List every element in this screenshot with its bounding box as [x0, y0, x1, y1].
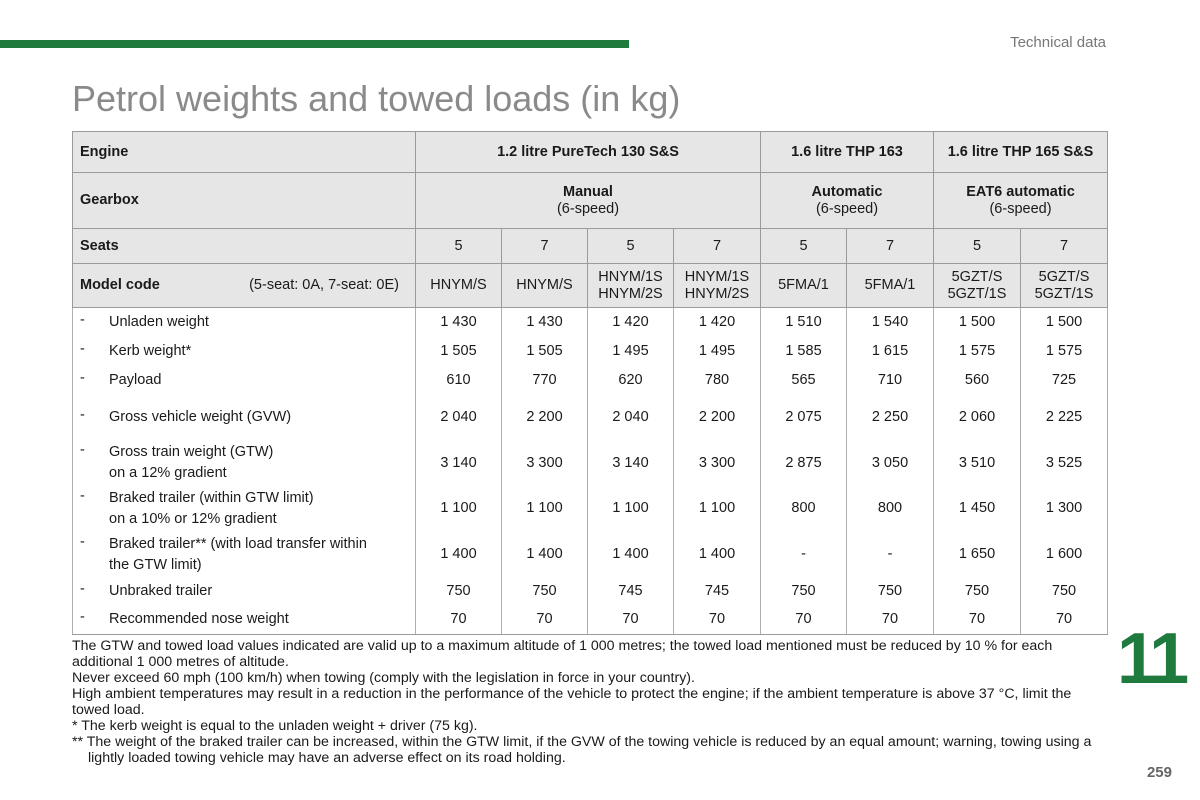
value-cell: 1 400 — [588, 532, 674, 578]
row-bullet: - — [80, 442, 85, 458]
value-cell: 710 — [847, 366, 934, 395]
seats-row — [73, 229, 1108, 264]
footnote: The GTW and towed load values indicated are valid up to a maximum altitude of 1 000 metres; the towed load mentioned must be reduced by 10 % for each additional 1 000 metres of altitude. — [72, 638, 1053, 670]
footnote: High ambient temperatures may result in a reduction in the performance of the vehicle to protect the engine; if the ambient temperature is above 37 °C, limit the towed load. — [72, 686, 1072, 718]
row-label-line: Unbraked trailer — [109, 583, 213, 599]
value-cell: 1 575 — [1021, 337, 1108, 366]
row-bullet: - — [80, 581, 85, 597]
value-cell: 1 505 — [502, 337, 588, 366]
table-row — [73, 578, 1108, 606]
chapter-number: 11 — [1117, 619, 1186, 699]
model-code-value: 5GZT/1S — [947, 285, 1007, 302]
value-cell: 620 — [588, 366, 674, 395]
table-row — [73, 366, 1108, 395]
section-label: Technical data — [1010, 34, 1106, 51]
model-code-row — [73, 264, 1108, 308]
value-cell: 1 500 — [1021, 308, 1108, 337]
model-code-cell — [674, 264, 761, 308]
weights-table-body — [73, 308, 1108, 635]
model-code-note: (5-seat: 0A, 7-seat: 0E) — [249, 277, 399, 293]
value-cell: 750 — [847, 578, 934, 606]
value-cell: 2 200 — [674, 395, 761, 441]
row-label-cell — [73, 366, 416, 395]
row-label — [109, 581, 212, 602]
value-cell: 1 615 — [847, 337, 934, 366]
value-cell: - — [847, 532, 934, 578]
seats-cell: 5 — [761, 229, 847, 264]
engine-row — [73, 132, 1108, 173]
model-code-cell — [847, 264, 934, 308]
row-label-cell — [73, 395, 416, 441]
engine-cell: 1.2 litre PureTech 130 S&S — [416, 132, 761, 173]
value-cell: 1 100 — [502, 486, 588, 532]
value-cell: 750 — [416, 578, 502, 606]
value-cell: 1 430 — [502, 308, 588, 337]
row-label-line: Payload — [109, 371, 162, 388]
value-cell: 70 — [761, 606, 847, 635]
value-cell: 1 500 — [934, 308, 1021, 337]
value-cell: 750 — [761, 578, 847, 606]
seats-cell: 7 — [1021, 229, 1108, 264]
row-bullet: - — [80, 407, 85, 423]
value-cell: 2 060 — [934, 395, 1021, 441]
engine-cell: 1.6 litre THP 165 S&S — [934, 132, 1108, 173]
value-cell: 70 — [934, 606, 1021, 635]
value-cell: 3 140 — [588, 441, 674, 486]
gearbox-detail: (6-speed) — [815, 200, 879, 217]
weights-table — [72, 131, 1108, 635]
seats-label: Seats — [73, 229, 416, 264]
row-label-cell — [73, 606, 416, 635]
row-label-line: Braked trailer** (with load transfer within — [109, 535, 367, 552]
value-cell: 3 510 — [934, 441, 1021, 486]
row-label — [109, 312, 209, 333]
row-label — [109, 534, 367, 576]
row-bullet: - — [80, 533, 85, 550]
value-cell: 70 — [1021, 606, 1108, 635]
row-label-line: on a 12% gradient — [109, 465, 227, 481]
row-label-line: Unladen weight — [109, 313, 209, 330]
row-label — [109, 370, 161, 391]
value-cell: 780 — [674, 366, 761, 395]
row-bullet: - — [80, 311, 85, 328]
seats-cell: 7 — [502, 229, 588, 264]
value-cell: 800 — [847, 486, 934, 532]
row-label-cell — [73, 486, 416, 532]
row-label-line: Gross vehicle weight (GVW) — [109, 409, 292, 425]
value-cell: 565 — [761, 366, 847, 395]
value-cell: 750 — [502, 578, 588, 606]
gearbox-detail: (6-speed) — [989, 200, 1052, 217]
gearbox-name: Automatic — [811, 183, 883, 200]
row-label — [109, 407, 291, 428]
value-cell: 1 450 — [934, 486, 1021, 532]
header-accent-bar — [0, 40, 629, 48]
value-cell: 1 600 — [1021, 532, 1108, 578]
row-bullet: - — [80, 369, 85, 386]
value-cell: 2 250 — [847, 395, 934, 441]
row-label — [109, 442, 273, 484]
value-cell: 1 540 — [847, 308, 934, 337]
row-label-cell — [73, 308, 416, 337]
value-cell: 3 050 — [847, 441, 934, 486]
value-cell: 2 040 — [588, 395, 674, 441]
value-cell: 3 300 — [674, 441, 761, 486]
row-bullet: - — [80, 487, 85, 504]
value-cell: 1 100 — [674, 486, 761, 532]
value-cell: 70 — [847, 606, 934, 635]
model-code-cell — [588, 264, 674, 308]
table-row — [73, 395, 1108, 441]
value-cell: 745 — [588, 578, 674, 606]
row-label-line: Braked trailer (within GTW limit) — [109, 489, 314, 506]
model-code-cell — [416, 264, 502, 308]
value-cell: 70 — [674, 606, 761, 635]
row-label — [109, 488, 314, 530]
value-cell: 1 430 — [416, 308, 502, 337]
value-cell: 70 — [502, 606, 588, 635]
value-cell: 1 495 — [674, 337, 761, 366]
page-title: Petrol weights and towed loads (in kg) — [72, 78, 681, 119]
value-cell: 1 100 — [588, 486, 674, 532]
gearbox-cell — [934, 173, 1108, 229]
value-cell: 745 — [674, 578, 761, 606]
model-code-cell — [1021, 264, 1108, 308]
seats-cell: 5 — [588, 229, 674, 264]
model-code-label-cell — [73, 264, 416, 308]
value-cell: 770 — [502, 366, 588, 395]
row-label-line: Recommended nose weight — [109, 611, 289, 628]
value-cell: 1 300 — [1021, 486, 1108, 532]
model-code-value: HNYM/2S — [684, 285, 750, 302]
value-cell: 610 — [416, 366, 502, 395]
model-code-value: 5GZT/S — [951, 268, 1003, 285]
value-cell: 1 510 — [761, 308, 847, 337]
value-cell: 1 400 — [416, 532, 502, 578]
value-cell: 2 040 — [416, 395, 502, 441]
seats-cell: 5 — [934, 229, 1021, 264]
row-label — [109, 341, 191, 362]
value-cell: 560 — [934, 366, 1021, 395]
table-row — [73, 606, 1108, 635]
model-code-label: Model code — [80, 277, 160, 293]
seats-cell: 7 — [847, 229, 934, 264]
value-cell: 2 200 — [502, 395, 588, 441]
row-label-cell — [73, 578, 416, 606]
gearbox-cell — [416, 173, 761, 229]
gearbox-detail: (6-speed) — [556, 200, 620, 217]
page-number: 259 — [1146, 764, 1172, 781]
gearbox-label: Gearbox — [73, 173, 416, 229]
model-code-cell — [761, 264, 847, 308]
value-cell: 1 505 — [416, 337, 502, 366]
gearbox-name: EAT6 automatic — [966, 183, 1075, 200]
gearbox-row — [73, 173, 1108, 229]
row-label-line: Gross train weight (GTW) — [109, 444, 274, 460]
model-code-value: HNYM/1S — [684, 268, 750, 285]
model-code-value: HNYM/S — [430, 277, 487, 293]
value-cell: - — [761, 532, 847, 578]
model-code-value: HNYM/1S — [598, 268, 663, 285]
model-code-value: HNYM/2S — [598, 285, 663, 302]
model-code-value: 5FMA/1 — [864, 277, 916, 293]
value-cell: 1 420 — [674, 308, 761, 337]
value-cell: 1 400 — [674, 532, 761, 578]
model-code-cell — [502, 264, 588, 308]
value-cell: 2 225 — [1021, 395, 1108, 441]
value-cell: 3 300 — [502, 441, 588, 486]
value-cell: 800 — [761, 486, 847, 532]
value-cell: 1 650 — [934, 532, 1021, 578]
gearbox-cell — [761, 173, 934, 229]
engine-cell: 1.6 litre THP 163 — [761, 132, 934, 173]
value-cell: 3 140 — [416, 441, 502, 486]
seats-cell: 7 — [674, 229, 761, 264]
gearbox-name: Manual — [563, 183, 613, 200]
row-label-cell — [73, 337, 416, 366]
value-cell: 1 400 — [502, 532, 588, 578]
footnote: ** The weight of the braked trailer can be increased, within the GTW limit, if the GVW of the towing vehicle is reduced by an equal amount; warning, towing using a lightly loaded towing vehicle may have an adverse effect on its road holding. — [72, 734, 1092, 766]
footnote: Never exceed 60 mph (100 km/h) when towing (comply with the legislation in force in your country). — [72, 670, 695, 686]
table-row — [73, 337, 1108, 366]
row-label-cell — [73, 532, 416, 578]
table-row — [73, 486, 1108, 532]
value-cell: 1 575 — [934, 337, 1021, 366]
row-label — [109, 609, 289, 630]
row-label-line: on a 10% or 12% gradient — [109, 510, 277, 527]
table-row — [73, 441, 1108, 486]
value-cell: 70 — [588, 606, 674, 635]
model-code-cell — [934, 264, 1021, 308]
model-code-value: 5FMA/1 — [778, 277, 829, 293]
value-cell: 3 525 — [1021, 441, 1108, 486]
value-cell: 1 420 — [588, 308, 674, 337]
seats-cell: 5 — [416, 229, 502, 264]
value-cell: 1 585 — [761, 337, 847, 366]
row-label-cell — [73, 441, 416, 486]
value-cell: 1 495 — [588, 337, 674, 366]
value-cell: 2 075 — [761, 395, 847, 441]
value-cell: 750 — [1021, 578, 1108, 606]
footnotes — [72, 638, 1112, 766]
value-cell: 725 — [1021, 366, 1108, 395]
model-code-value: 5GZT/S — [1038, 268, 1090, 285]
value-cell: 70 — [416, 606, 502, 635]
engine-label: Engine — [73, 132, 416, 173]
row-bullet: - — [80, 340, 85, 357]
model-code-value: 5GZT/1S — [1034, 285, 1094, 302]
value-cell: 1 100 — [416, 486, 502, 532]
row-label-line: Kerb weight* — [109, 342, 192, 359]
row-label-line: the GTW limit) — [109, 556, 202, 573]
table-row — [73, 308, 1108, 337]
value-cell: 2 875 — [761, 441, 847, 486]
footnote: * The kerb weight is equal to the unladen weight + driver (75 kg). — [72, 718, 478, 734]
model-code-value: HNYM/S — [516, 277, 573, 293]
row-bullet: - — [80, 609, 85, 626]
value-cell: 750 — [934, 578, 1021, 606]
table-row — [73, 532, 1108, 578]
